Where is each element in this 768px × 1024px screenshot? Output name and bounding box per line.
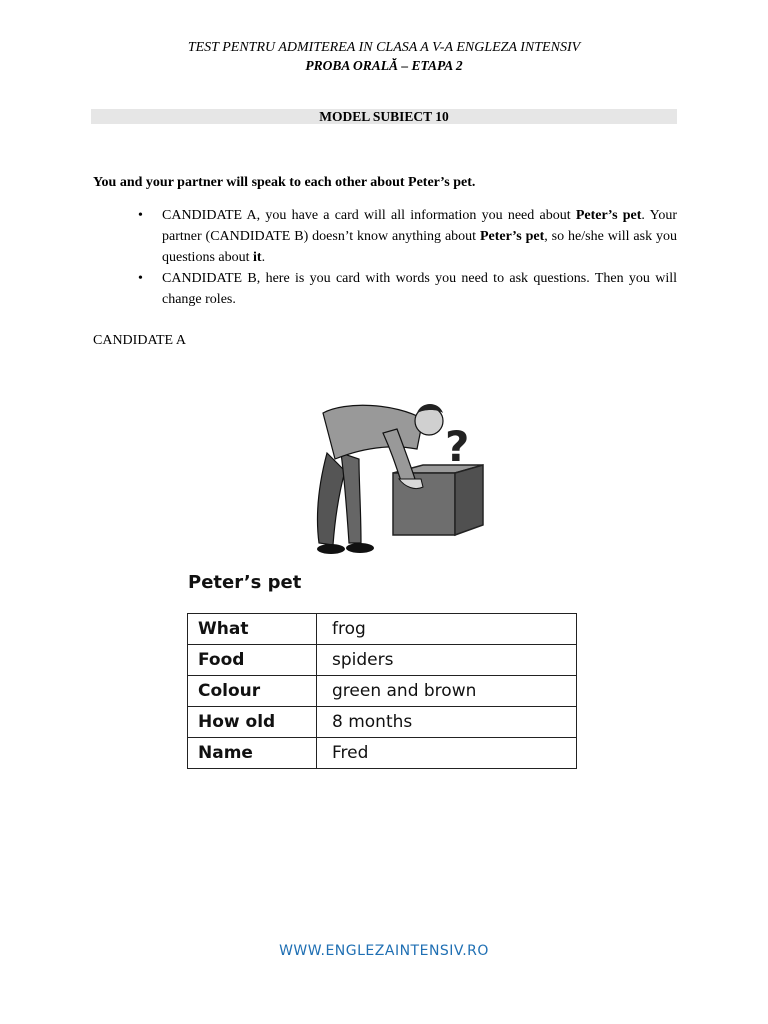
row-value: frog [317,614,577,645]
website-link[interactable]: WWW.ENGLEZAINTENSIV.RO [279,943,489,959]
table-row [188,676,577,707]
instruction-list [93,205,677,310]
bullet-icon: • [138,271,143,286]
row-key: How old [188,707,317,738]
pet-info-table [187,613,577,769]
instruction-item-candidate-b [93,268,677,310]
instruction-text: . Your partner (CANDIDATE B) doesn’t know anything about [162,208,677,244]
instruction-text: CANDIDATE A, you have a card will all information you need about [162,208,576,223]
header-subtitle: PROBA ORALĂ – ETAPA 2 [305,58,463,73]
instruction-item-candidate-a [93,205,677,268]
instruction-bold: Peter’s pet [479,229,545,244]
header-title: TEST PENTRU ADMITEREA IN CLASA A V-A ENGLEZA INTENSIV [187,40,581,55]
instruction-text: , so he/she will ask you questions about [162,229,677,265]
table-row [188,707,577,738]
model-subject-bar [91,109,677,124]
intro-text: You and your partner will speak to each other about Peter’s pet. [93,175,476,190]
table-row [188,738,577,769]
model-subject-label: MODEL SUBIECT 10 [319,109,449,124]
candidate-label: CANDIDATE A [93,333,186,348]
row-key: What [188,614,317,645]
row-key: Colour [188,676,317,707]
instruction-bold: it [253,250,262,265]
row-value: Fred [317,738,577,769]
row-key: Name [188,738,317,769]
instruction-bold: Peter’s pet [575,208,642,223]
question-mark-icon: ? [445,422,470,471]
row-key: Food [188,645,317,676]
row-value: 8 months [317,707,577,738]
man-opening-box-illustration [305,393,497,561]
row-value: green and brown [317,676,577,707]
table-row [188,614,577,645]
pet-card-title: Peter’s pet [188,572,302,593]
table-row [188,645,577,676]
row-value: spiders [317,645,577,676]
instruction-text: CANDIDATE B, here is you card with words you need to ask questions. Then you will change roles. [162,271,677,307]
bullet-icon: • [138,208,143,223]
instruction-text: . [261,250,266,265]
